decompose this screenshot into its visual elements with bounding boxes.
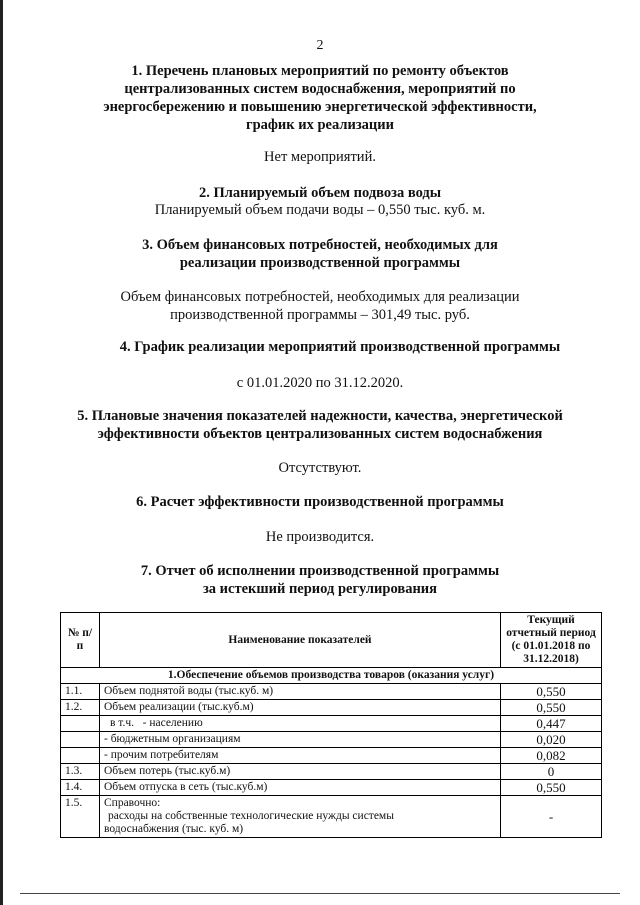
col-header-name: Наименование показателей (100, 613, 501, 668)
table-row: - прочим потребителям 0,082 (61, 748, 602, 764)
section-row-label: 1.Обеспечение объемов производства товаров (оказания услуг) (61, 668, 602, 684)
table-row: - бюджетным организациям 0,020 (61, 732, 602, 748)
table-row: 1.2. Объем реализации (тыс.куб.м) 0,550 (61, 700, 602, 716)
table-row: 1.4. Объем отпуска в сеть (тыс.куб.м) 0,550 (61, 780, 602, 796)
section-5-heading: 5. Плановые значения показателей надежности, качества, энергетической эффективности объектов централизованных систем водоснабжения (77, 408, 563, 442)
page-number: 2 (316, 38, 324, 53)
section-3-text: Объем финансовых потребностей, необходимых для реализации производственной программы – 301,49 тыс. руб. (120, 289, 520, 323)
section-2-text: Планируемый объем подачи воды – 0,550 тыс. куб. м. (154, 202, 486, 218)
scan-edge (0, 0, 3, 905)
table-section-row (61, 668, 602, 684)
table-row: 1.5. Справочно: расходы на собственные технологические нужды системы водоснабжения (тыс. куб. м) - (61, 796, 602, 838)
table-row: в т.ч. - населению 0,447 (61, 716, 602, 732)
table-row: 1.1. Объем поднятой воды (тыс.куб. м) 0,550 (61, 684, 602, 700)
report-table (60, 612, 602, 838)
col-header-number: № п/п (61, 613, 100, 668)
table-header-row (61, 613, 602, 668)
col-header-value: Текущий отчетный период (с 01.01.2018 по 31.12.2018) (501, 613, 602, 668)
section-5-text: Отсутствуют. (278, 460, 362, 476)
section-4-heading: 4. График реализации мероприятий производственной программы (119, 339, 561, 355)
section-6-heading: 6. Расчет эффективности производственной программы (136, 494, 504, 510)
section-3-heading: 3. Объем финансовых потребностей, необходимых для реализации производственной программы (142, 237, 498, 271)
section-4-text: с 01.01.2020 по 31.12.2020. (236, 375, 404, 391)
section-7-heading: 7. Отчет об исполнении производственной программы за истекший период регулирования (140, 563, 500, 597)
section-6-text: Не производится. (265, 529, 375, 545)
section-1-text: Нет мероприятий. (264, 149, 376, 165)
section-1-heading: 1. Перечень плановых мероприятий по ремонту объектов централизованных систем водоснабжения, мероприятий по энергосбережению и повышению энергетической эффективности, график их реализации (103, 63, 537, 133)
table-row: 1.3. Объем потерь (тыс.куб.м) 0 (61, 764, 602, 780)
section-2-heading: 2. Планируемый объем подвоза воды (198, 185, 442, 201)
bottom-scan-line (20, 893, 620, 894)
